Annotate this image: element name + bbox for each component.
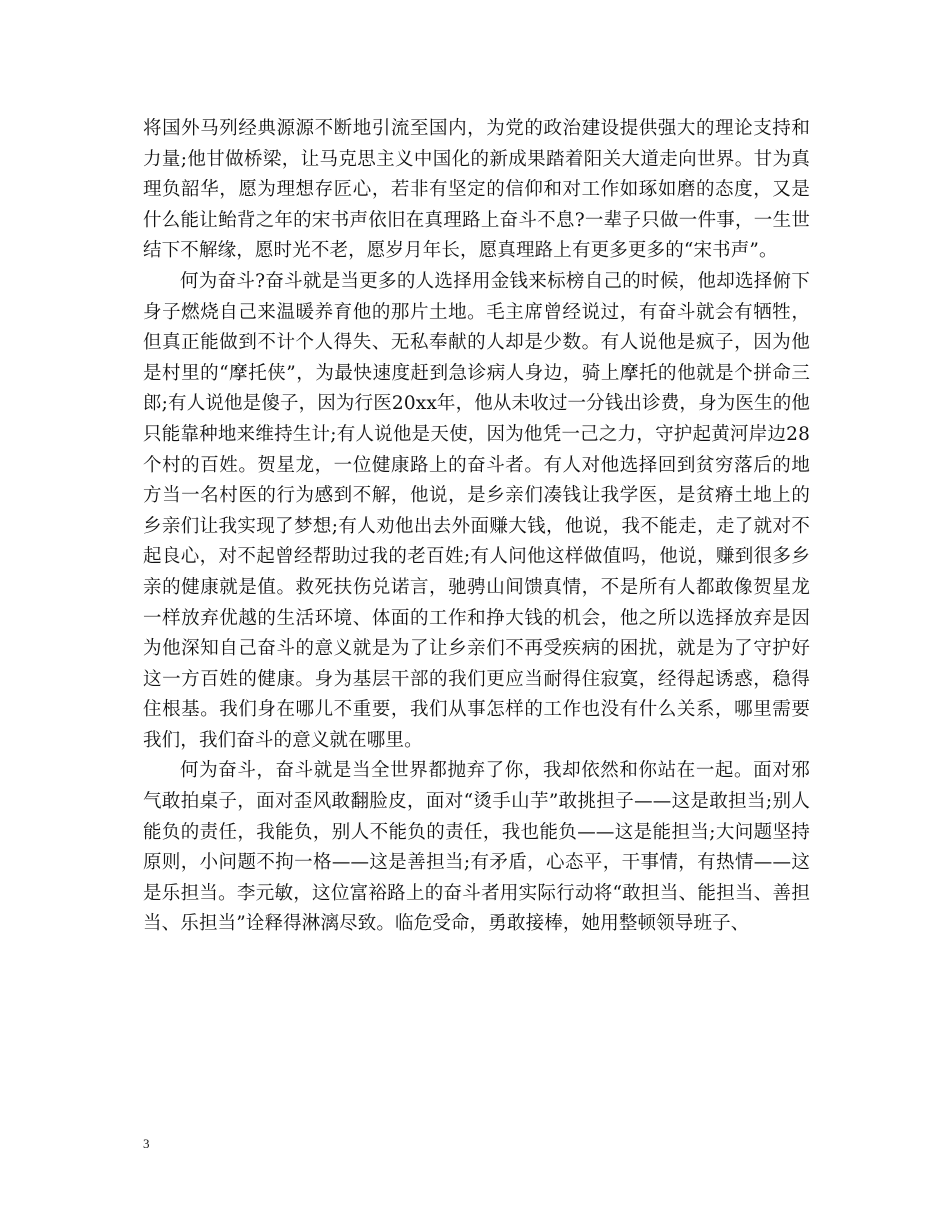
paragraph-li-yuanmin: 何为奋斗，奋斗就是当全世界都抛弃了你，我却依然和你站在一起。面对邪气敢拍桌子，面对歪风敢翻脸皮，面对“烫手山芋”敢挑担子——这是敢担当;别人能负的责任，我能负，别人不能负的责任，我也能负——这是能担当;大问题坚持原则，小问题不拘一格——这是善担当;有矛盾，心态平，干事情，有热情——这是乐担当。李元敏，这位富裕路上的奋斗者用实际行动将“敢担当、能担当、善担当、乐担当”诠释得淋漓尽致。临危受命，勇敢接棒，她用整顿领导班子、 xyxy=(143,760,810,935)
page-number: 3 xyxy=(143,1136,150,1151)
paragraph-continuation: 将国外马列经典源源不断地引流至国内，为党的政治建设提供强大的理论支持和力量;他甘做桥梁，让马克思主义中国化的新成果踏着阳关大道走向世界。甘为真理负韶华，愿为理想存匠心，若非有坚定的信仰和对工作如琢如磨的态度，又是什么能让鲐背之年的宋书声依旧在真理路上奋斗不息?一辈子只做一件事，一生世结下不解缘，愿时光不老，愿岁月年长，愿真理路上有更多更多的“宋书声”。 xyxy=(143,118,810,262)
body-text xyxy=(143,114,810,940)
paragraph-he-xinglong: 何为奋斗?奋斗就是当更多的人选择用金钱来标榜自己的时候，他却选择俯下身子燃烧自己来温暖养育他的那片土地。毛主席曾经说过，有奋斗就会有牺牲，但真正能做到不计个人得失、无私奉献的人却是少数。有人说他是疯子，因为他是村里的“摩托侠”，为最快速度赶到急诊病人身边，骑上摩托的他就是个拼命三郎;有人说他是傻子，因为行医20xx年，他从未收过一分钱出诊费，身为医生的他只能靠种地来维持生计;有人说他是天使，因为他凭一己之力，守护起黄河岸边28个村的百姓。贺星龙，一位健康路上的奋斗者。有人对他选择回到贫穷落后的地方当一名村医的行为感到不解，他说，是乡亲们凑钱让我学医，是贫瘠土地上的乡亲们让我实现了梦想;有人劝他出去外面赚大钱，他说，我不能走，走了就对不起良心，对不起曾经帮助过我的老百姓;有人问他这样做值吗，他说，赚到很多乡亲的健康就是值。救死扶伤兑诺言，驰骋山间馈真情，不是所有人都敢像贺星龙一样放弃优越的生活环境、体面的工作和挣大钱的机会，他之所以选择放弃是因为他深知自己奋斗的意义就是为了让乡亲们不再受疾病的困扰，就是为了守护好这一方百姓的健康。身为基层干部的我们更应当耐得住寂寞，经得起诱惑，稳得住根基。我们身在哪儿不重要，我们从事怎样的工作也没有什么关系，哪里需要我们，我们奋斗的意义就在哪里。 xyxy=(143,270,810,751)
